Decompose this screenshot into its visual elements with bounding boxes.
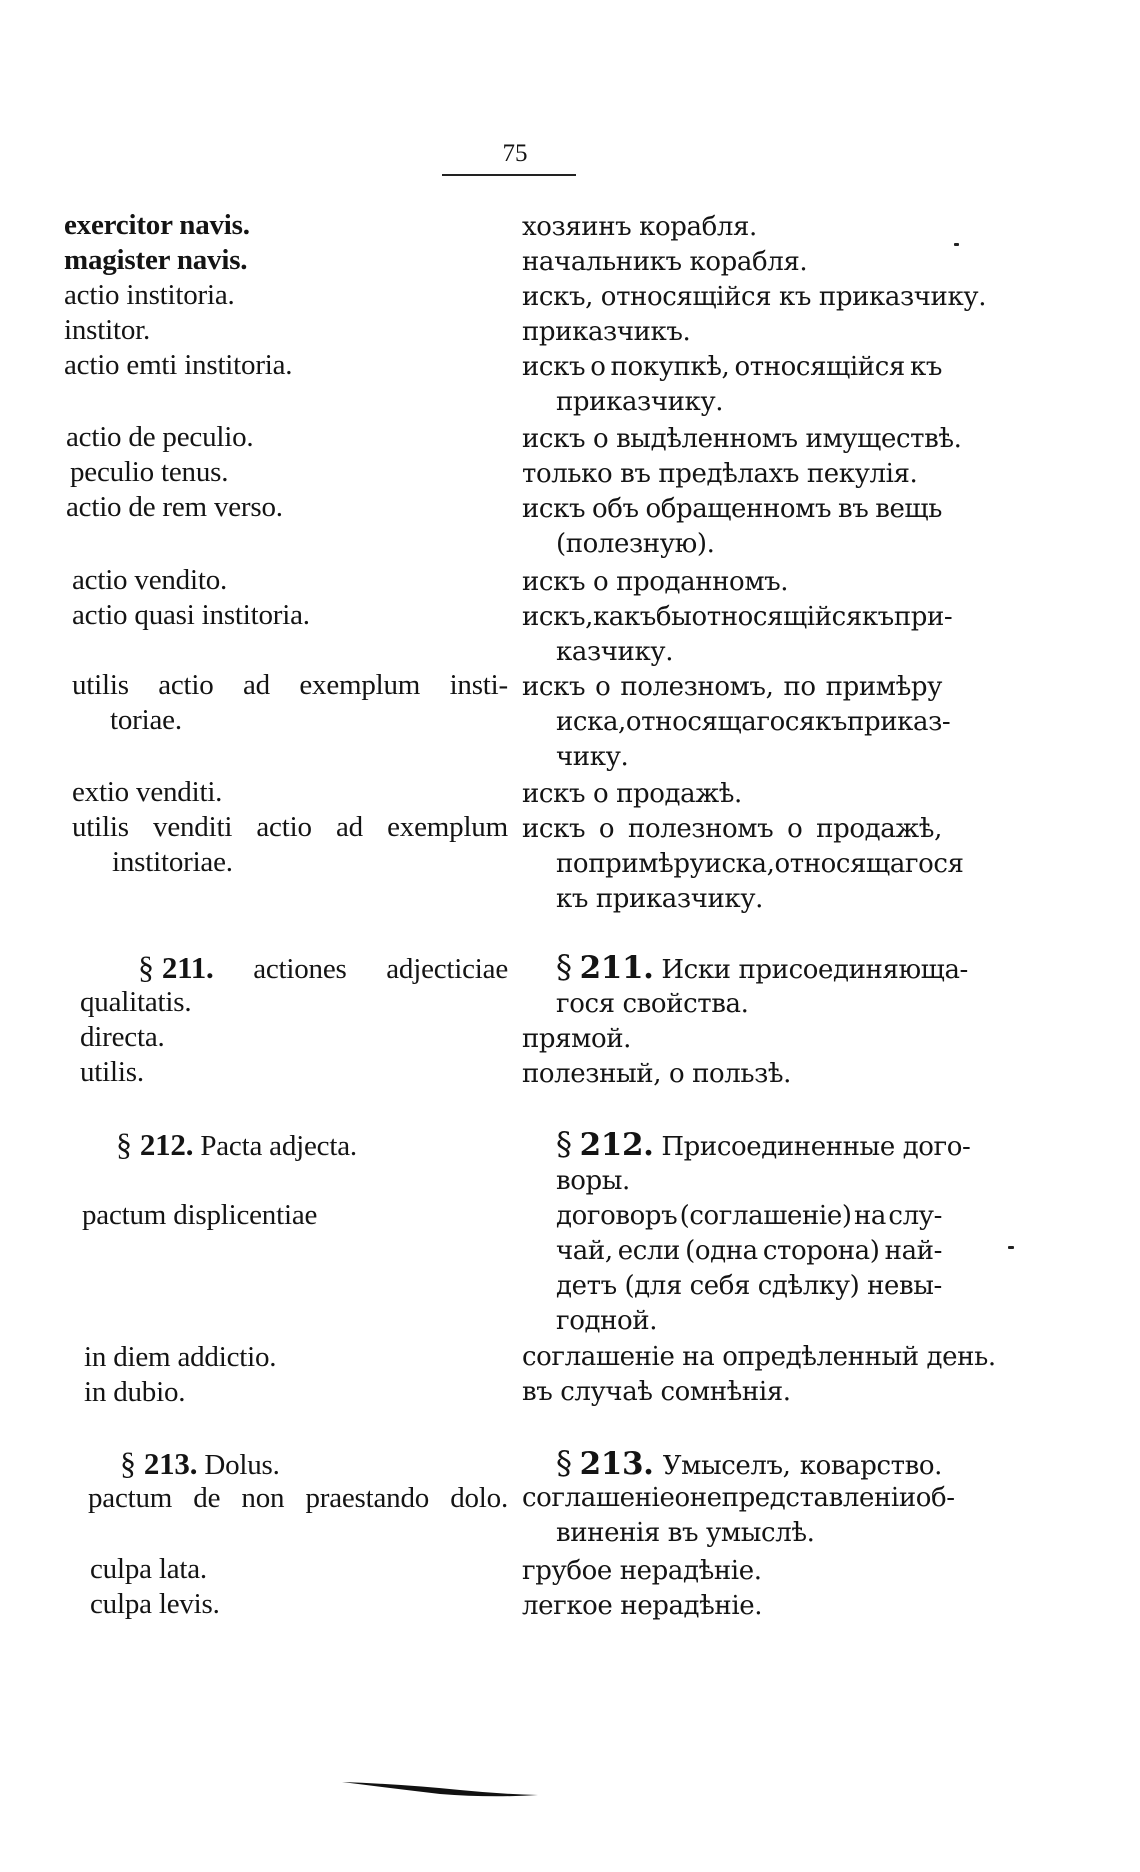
section-211-russian-heading: § 211. Иски присоединяюща- bbox=[556, 948, 968, 986]
russian-gloss-gruboe: грубое нерадѣніе. bbox=[522, 1556, 762, 1586]
russian-gloss-dogovor-line-3: детъ (для себя сдѣлку) невы- bbox=[556, 1271, 942, 1301]
russian-gloss-hozyain: хозяинъ корабля. bbox=[522, 212, 757, 242]
russian-gloss-isk-o-prodazhe: искъ о продажѣ. bbox=[522, 779, 742, 809]
russian-gloss-tolko: только въ предѣлахъ пекулія. bbox=[522, 459, 918, 489]
russian-gloss-isk-vydelennom: искъ о выдѣленномъ имуществѣ. bbox=[522, 424, 962, 454]
latin-term-actio-institoria: actio institoria. bbox=[64, 279, 235, 311]
print-speck bbox=[1008, 1246, 1014, 1249]
russian-gloss-dogovor-line-2: чай, если (одна сторона) най- bbox=[556, 1236, 942, 1266]
russian-gloss-isk-kak-by-cont: казчику. bbox=[556, 637, 674, 667]
latin-term-pactum-dolo: pactum de non praestando dolo. bbox=[88, 1482, 508, 1514]
russian-gloss-isk-poleznom-prodazhe: искъ о полезномъ о продажѣ, bbox=[522, 814, 942, 844]
russian-gloss-isk-otnosyashchiysya: искъ, относящійся къ приказчику. bbox=[522, 282, 987, 312]
latin-term-pactum-displicentiae: pactum displicentiae bbox=[82, 1199, 318, 1231]
latin-term-culpa-levis: culpa levis. bbox=[90, 1588, 220, 1620]
section-211-latin-heading-cont: qualitatis. bbox=[80, 986, 192, 1018]
latin-term-institor: institor. bbox=[64, 314, 151, 346]
russian-gloss-isk-poleznom-prodazhe-cont: по примѣру иска, относящагося bbox=[556, 849, 964, 879]
russian-gloss-v-sluchae: въ случаѣ сомнѣнія. bbox=[522, 1377, 791, 1407]
russian-gloss-legkoe: легкое нерадѣніе. bbox=[522, 1591, 763, 1621]
latin-term-quasi: actio quasi institoria. bbox=[72, 599, 310, 631]
russian-gloss-isk-o-poleznom-cont: иска, относящагося къ приказ- bbox=[556, 707, 951, 737]
section-number-211: 211. bbox=[161, 950, 214, 985]
latin-term-exercitor: exercitor navis. bbox=[64, 209, 250, 241]
section-212-russian-heading: § 212. Присоединенные дого- bbox=[556, 1125, 971, 1163]
russian-gloss-isk-o-poleznom-end: чику. bbox=[556, 742, 629, 772]
page-number-rule bbox=[442, 174, 576, 176]
russian-gloss-nachalnik: начальникъ корабля. bbox=[522, 247, 808, 277]
latin-term-utilis-venditi: utilis venditi actio ad exemplum bbox=[72, 811, 508, 843]
section-213-latin-heading: § 213. Dolus. bbox=[120, 1445, 280, 1481]
latin-term-utilis-venditi-cont: institoriae. bbox=[112, 846, 233, 878]
section-sign: § bbox=[138, 949, 154, 985]
latin-term-de-rem-verso: actio de rem verso. bbox=[66, 491, 283, 523]
latin-term-peculio-tenus: peculio tenus. bbox=[70, 456, 229, 488]
russian-gloss-isk-o-poleznom: искъ о полезномъ, по примѣру bbox=[522, 672, 942, 702]
latin-term-utilis-exemplum-cont: toriae. bbox=[110, 704, 182, 736]
russian-gloss-isk-poleznom-prodazhe-end: къ приказчику. bbox=[556, 884, 764, 914]
latin-term-actio-emti: actio emti institoria. bbox=[64, 349, 293, 381]
russian-gloss-isk-o-pokupke-cont: приказчику. bbox=[556, 387, 724, 417]
page-number: 75 bbox=[502, 140, 528, 167]
russian-gloss-soglashenie-dolo: соглашеніе о непредставленіи об- bbox=[522, 1483, 955, 1513]
section-211-latin-heading: § 211. actiones adjecticiae bbox=[138, 949, 508, 985]
russian-gloss-pryamoy: прямой. bbox=[522, 1024, 632, 1054]
russian-gloss-soglashenie-den: соглашеніе на опредѣленный день. bbox=[522, 1342, 996, 1372]
latin-term-culpa-lata: culpa lata. bbox=[90, 1553, 207, 1585]
latin-term-extio-venditi: extio venditi. bbox=[72, 776, 223, 808]
end-flourish-ornament bbox=[340, 1778, 540, 1798]
latin-term-utilis-exemplum: utilis actio ad exemplum insti- bbox=[72, 669, 508, 701]
section-213-russian-heading: § 213. Умыселъ, коварство. bbox=[556, 1444, 942, 1482]
section-212-latin-heading: § 212. Pacta adjecta. bbox=[116, 1126, 357, 1162]
section-212-russian-heading-cont: воры. bbox=[556, 1166, 630, 1196]
latin-term-magister: magister navis. bbox=[64, 244, 248, 276]
latin-term-directa: directa. bbox=[80, 1021, 165, 1053]
russian-gloss-isk-obrashchennom-cont: (полезную). bbox=[556, 529, 715, 559]
print-speck bbox=[954, 243, 959, 246]
russian-gloss-isk-kak-by: искъ, какъ бы относящійся къ при- bbox=[522, 602, 953, 632]
latin-term-vendito: actio vendito. bbox=[72, 564, 228, 596]
russian-gloss-isk-o-pokupke: искъ о покупкѣ, относящійся къ bbox=[522, 352, 942, 382]
section-211-russian-heading-cont: гося свойства. bbox=[556, 989, 749, 1019]
section-number-212: 212. bbox=[139, 1127, 194, 1162]
latin-term-in-diem: in diem addictio. bbox=[84, 1341, 277, 1373]
russian-gloss-prikazchik: приказчикъ. bbox=[522, 317, 691, 347]
russian-gloss-dogovor: договоръ (соглашеніе) на слу- bbox=[556, 1201, 942, 1231]
latin-term-utilis: utilis. bbox=[80, 1056, 144, 1088]
latin-term-de-peculio: actio de peculio. bbox=[66, 421, 254, 453]
russian-gloss-dogovor-line-4: годной. bbox=[556, 1306, 658, 1336]
latin-term-in-dubio: in dubio. bbox=[84, 1376, 186, 1408]
russian-gloss-polezny: полезный, о пользѣ. bbox=[522, 1059, 792, 1089]
russian-gloss-soglashenie-dolo-cont: виненія въ умыслѣ. bbox=[556, 1518, 815, 1548]
russian-gloss-isk-obrashchennom: искъ объ обращенномъ въ вещь bbox=[522, 494, 942, 524]
section-number-213: 213. bbox=[143, 1446, 198, 1481]
russian-gloss-isk-prodannom: искъ о проданномъ. bbox=[522, 567, 789, 597]
